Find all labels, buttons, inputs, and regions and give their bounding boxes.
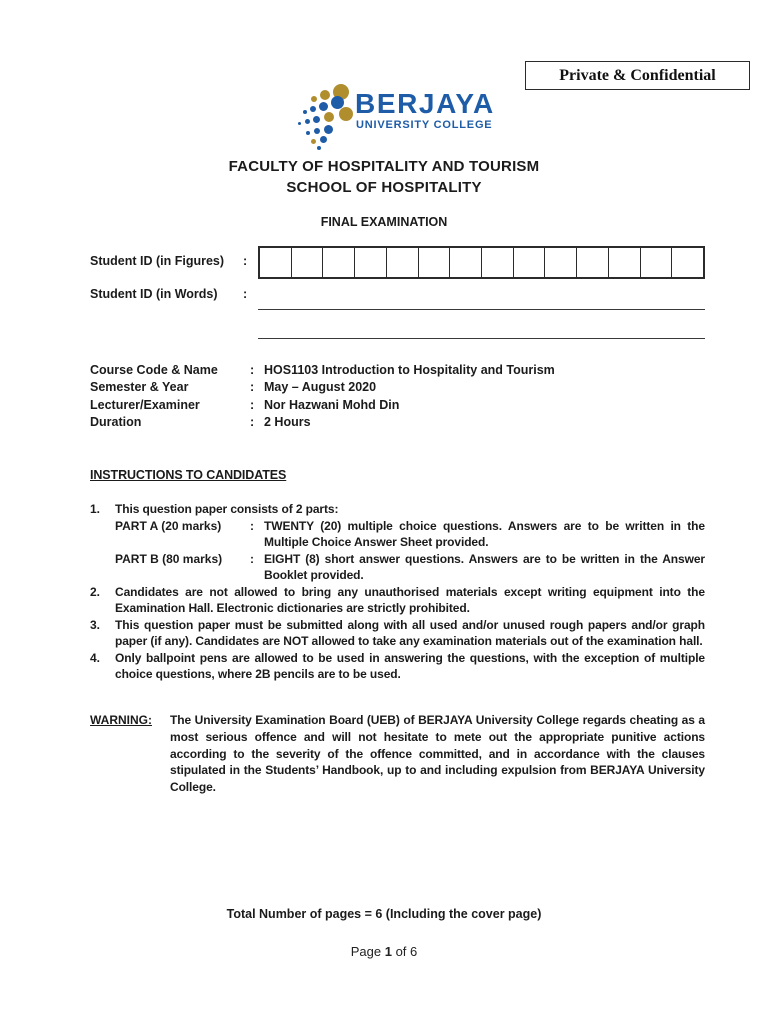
student-id-cell[interactable] [513,248,545,277]
duration-value: 2 Hours [264,415,311,430]
colon: : [250,551,254,566]
student-id-boxes[interactable] [258,246,705,279]
page-number-footer [0,944,768,959]
lecturer-value: Nor Hazwani Mohd Din [264,397,400,412]
logo-dot [311,139,316,144]
student-id-cell[interactable] [544,248,576,277]
logo-dot [324,112,334,122]
logo-subtitle: UNIVERSITY COLLEGE [356,119,493,131]
logo-dot [310,106,316,112]
instructions-list [90,501,705,683]
course-info-row [90,414,705,431]
confidential-label: Private & Confidential [559,66,716,84]
page-suffix: of 6 [391,944,418,959]
course-code-label: Course Code & Name [90,363,218,377]
semester-value: May – August 2020 [264,380,377,395]
student-id-cell[interactable] [260,248,291,277]
student-id-figures-label: Student ID (in Figures) [90,254,225,268]
instruction-item-2 [90,584,705,617]
instruction-item-4 [90,650,705,683]
colon: : [250,518,254,533]
faculty-title: FACULTY OF HOSPITALITY AND TOURISM [228,158,540,175]
item-number: 3. [90,617,101,632]
page-number: 1 [384,944,392,959]
colon: : [250,363,255,377]
part-a-label: PART A (20 marks) [115,518,222,533]
student-id-cell[interactable] [418,248,450,277]
student-id-cell[interactable] [608,248,640,277]
warning-text: The University Examination Board (UEB) of BERJAYA University College regards cheating as a most serious offence and will not hesitate to mete out the appropriate punitive actions according to the severity of the offence committed, and in accordance with the clauses stipulated in the Students’ Handbook, up to and including expulsion from BERJAYA University College. [170,713,705,795]
course-info-row [90,379,705,396]
instruction-item-1 [90,501,705,584]
student-id-cell[interactable] [291,248,323,277]
logo-dot [339,107,353,121]
logo-dot [298,122,301,125]
part-a-row [115,518,705,551]
logo-dot [319,102,328,111]
student-id-words-line-1[interactable] [258,309,705,310]
student-id-cell[interactable] [386,248,418,277]
student-id-cell[interactable] [640,248,672,277]
colon: : [250,415,255,430]
logo-dot [306,131,310,135]
course-info-row [90,397,705,414]
logo-dot [317,146,321,150]
logo-dot [305,119,310,124]
logo-dot [314,128,320,134]
page-prefix: Page [350,944,385,959]
student-id-cell[interactable] [671,248,703,277]
course-info [90,362,705,432]
logo-dot [320,136,327,143]
course-code-value: HOS1103 Introduction to Hospitality and Tourism [264,363,555,377]
student-id-cell[interactable] [481,248,513,277]
student-id-words-line-2[interactable] [258,338,705,339]
logo-dot [320,90,330,100]
instruction-item-3 [90,617,705,650]
part-b-row [115,551,705,584]
student-id-words-colon: : [243,287,248,301]
student-id-words-label: Student ID (in Words) [90,287,218,301]
student-id-cell[interactable] [576,248,608,277]
warning-label: WARNING: [90,713,152,727]
item-number: 1. [90,502,101,516]
student-id-figures-colon: : [243,254,248,268]
course-info-row [90,362,705,379]
confidential-stamp [525,61,750,90]
colon: : [250,397,255,412]
lecturer-label: Lecturer/Examiner [90,397,200,412]
part-b-desc: EIGHT (8) short answer questions. Answers are to be written in the Answer Booklet provided. [264,551,705,582]
item-number: 4. [90,650,101,665]
student-id-cell[interactable] [354,248,386,277]
logo-wordmark: BERJAYA [355,88,495,119]
part-a-desc: TWENTY (20) multiple choice questions. Answers are to be written in the Multiple Choice Answer Sheet provided. [264,518,705,549]
item-text: Only ballpoint pens are allowed to be used in answering the questions, with the exception of multiple choice questions, where 2B pencils are to be used. [115,650,705,681]
berjaya-logo-mark [296,84,354,152]
student-id-cell[interactable] [322,248,354,277]
logo-dot [324,125,333,134]
colon: : [250,380,255,395]
school-title: SCHOOL OF HOSPITALITY [286,179,482,196]
item-text: This question paper must be submitted along with all used and/or unused rough papers and/or graph paper (if any). Candidates are NOT allowed to take any examination materials out of the examination hall. [115,617,705,648]
student-id-cell[interactable] [449,248,481,277]
semester-label: Semester & Year [90,380,189,395]
total-pages-note: Total Number of pages = 6 (Including the cover page) [226,907,542,921]
instructions-title: INSTRUCTIONS TO CANDIDATES [90,468,287,482]
item-text: This question paper consists of 2 parts: [115,502,339,516]
exam-type-title: FINAL EXAMINATION [320,215,448,229]
duration-label: Duration [90,415,142,430]
item-number: 2. [90,584,101,599]
logo-dot [303,110,307,114]
logo-dot [311,96,317,102]
logo-dot [313,116,320,123]
item-text: Candidates are not allowed to bring any unauthorised materials except writing equipment into the Examination Hall. Electronic dictionaries are strictly prohibited. [115,584,705,615]
warning-block [90,712,705,796]
part-b-label: PART B (80 marks) [115,551,223,566]
